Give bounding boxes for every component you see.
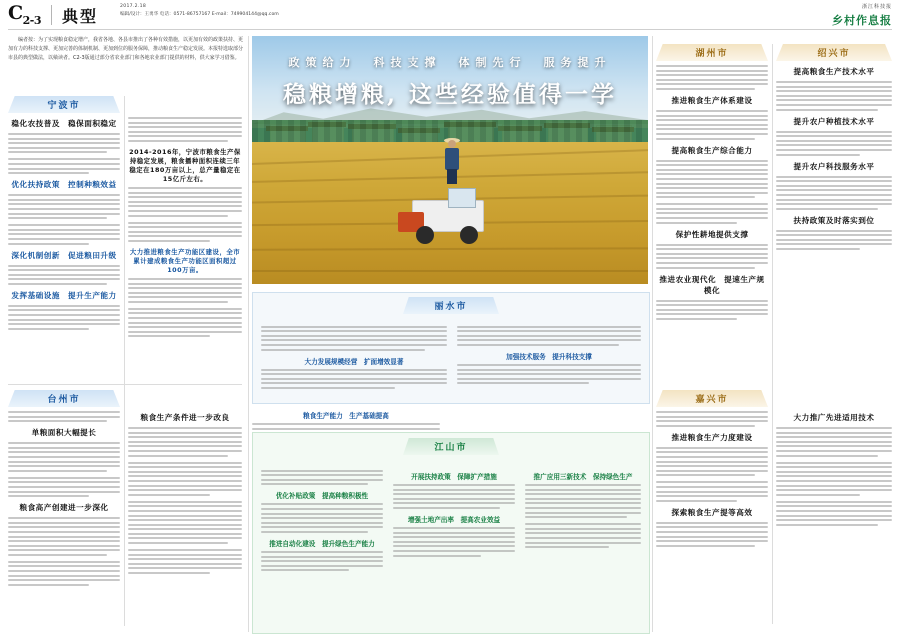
section-name: 典型 [62, 6, 99, 26]
masthead-divider [51, 5, 52, 25]
issue-date: 2017.2.18 [120, 4, 147, 9]
column-jiaxing [656, 390, 768, 552]
column-divider [772, 44, 773, 624]
column-huzhou [656, 44, 768, 325]
article-title: 增强土地产出率 提高农业效益 [407, 515, 501, 524]
article-title: 单粮面积大幅提长 [31, 428, 97, 438]
article-title: 深化机制创新 促进粮田升级 [11, 250, 117, 260]
article-title: 大力发展规模经营 扩面增效显著 [304, 357, 404, 366]
article-title: 粮食生产条件进一步改良 [140, 413, 230, 422]
column-divider [124, 96, 125, 626]
column-jiaxing-b [776, 390, 892, 531]
section-ribbon-jiaxing [656, 390, 768, 407]
ribbon-label: 嘉兴市 [695, 395, 729, 405]
ribbon-label: 绍兴市 [817, 49, 851, 59]
ribbon-label: 宁波市 [47, 101, 81, 111]
section-ribbon-huzhou [656, 44, 768, 61]
section-divider [8, 384, 242, 385]
article-title: 优化扶持政策 控制种粮效益 [11, 180, 117, 190]
column-shaoxing [776, 44, 892, 255]
box-lishui [252, 292, 650, 404]
hero-title: 稳粮增粮, 这些经验值得一学 [282, 81, 617, 108]
harvester-machine [402, 186, 494, 244]
section-code: $C_{2-3}$ [8, 2, 41, 27]
article-title: 粮食生产能力 生产基础提高 [303, 412, 389, 420]
article-title: 推进粮食生产体系建设 [671, 95, 753, 105]
article-title: 探索粮食生产提等高效 [671, 507, 753, 517]
article-title: 扶持政策及时落实到位 [793, 215, 875, 225]
article-title: 开展扶持政策 保障扩产措施 [411, 473, 497, 481]
article-title: 粮食高产创建进一步深化 [19, 503, 109, 513]
box-jiangshan [252, 432, 650, 634]
article-title: 推进自动化建设 提升绿色生产能力 [269, 539, 375, 548]
ribbon-label: 湖州市 [695, 49, 729, 59]
column-taizhou [8, 390, 120, 591]
ribbon-label: 江山市 [434, 443, 468, 453]
article-title: 提升农户科技服务水平 [793, 161, 875, 171]
article-subtitle: 大力推进粮食生产功能区建设，全市累计建成粮食生产功能区面积超过100万亩。 [129, 247, 241, 274]
article-title: 推进农业现代化 提速生产规模化 [659, 274, 765, 295]
hero-kicker: 政策给力 科技支撑 体制先行 服务提升 [288, 56, 612, 69]
article-title: 保护性耕地提供支撑 [675, 229, 749, 239]
paper-logo: 乡村作息报 [832, 14, 892, 27]
ribbon-label: 丽水市 [434, 302, 468, 312]
article-title: 优化补贴政策 提高种粮积极性 [275, 492, 369, 501]
section-ribbon-lishui [403, 297, 499, 314]
masthead [0, 0, 900, 30]
section-ribbon-taizhou [8, 390, 120, 407]
article-subtitle: 2014-2016年，宁波市粮食生产保持稳定发展，粮食播种面积连续三年稳定在180万亩以上，总产量稳定在15亿斤左右。 [129, 147, 241, 183]
column-ningbo-b [128, 96, 242, 342]
column-taizhou-b [128, 390, 242, 579]
section-ribbon-shaoxing [776, 44, 892, 61]
article-title: 大力推广先进适用技术 [793, 413, 875, 422]
editor-note-text: 编者按：为了实现粮食稳定增产，我省各地、各县市推出了各种有效措施，以更加有效的政策扶持、更加有力的科技支撑、更加完善的体制机制、更加到位的服务保障，推动粮食生产稳定发展。本报特选取部分市县的典型做法，以飨读者。C2-3版通过部分省农业部门和各地农业部门提供的材料，供大家学习借鉴。 [8, 37, 244, 61]
article-title: 发挥基础设施 提升生产能力 [11, 290, 117, 300]
masthead-left [8, 2, 98, 27]
article-title: 提升农户种植技术水平 [793, 116, 875, 126]
hero-photo [252, 36, 648, 284]
article-title: 提高粮食生产综合能力 [671, 145, 753, 155]
column-ningbo [8, 96, 120, 335]
column-divider [248, 36, 249, 632]
article-title: 推广应用三新技术 保持绿色生产 [533, 473, 633, 481]
masthead-meta [120, 3, 279, 19]
editor-note [8, 36, 244, 63]
ribbon-label: 台州市 [47, 395, 81, 405]
paper-name: 浙江科技报 [861, 4, 892, 10]
article-title: 稳化农技普及 稳保面积稳定 [11, 119, 117, 128]
section-ribbon-jiangshan [403, 438, 499, 455]
section-ribbon-ningbo [8, 96, 120, 113]
article-title: 提高粮食生产技术水平 [793, 67, 875, 76]
editor-credits: 编辑/设计：王勇华 电话：0571-86757167 E-mail：749904144@qq.com [120, 12, 279, 17]
article-title: 推进粮食生产力度建设 [671, 432, 753, 442]
farmer-figure [442, 140, 462, 184]
masthead-rule [8, 29, 892, 30]
article-title: 加强技术服务 提升科技支撑 [506, 352, 592, 361]
masthead-right [832, 3, 892, 28]
column-divider [652, 36, 653, 632]
